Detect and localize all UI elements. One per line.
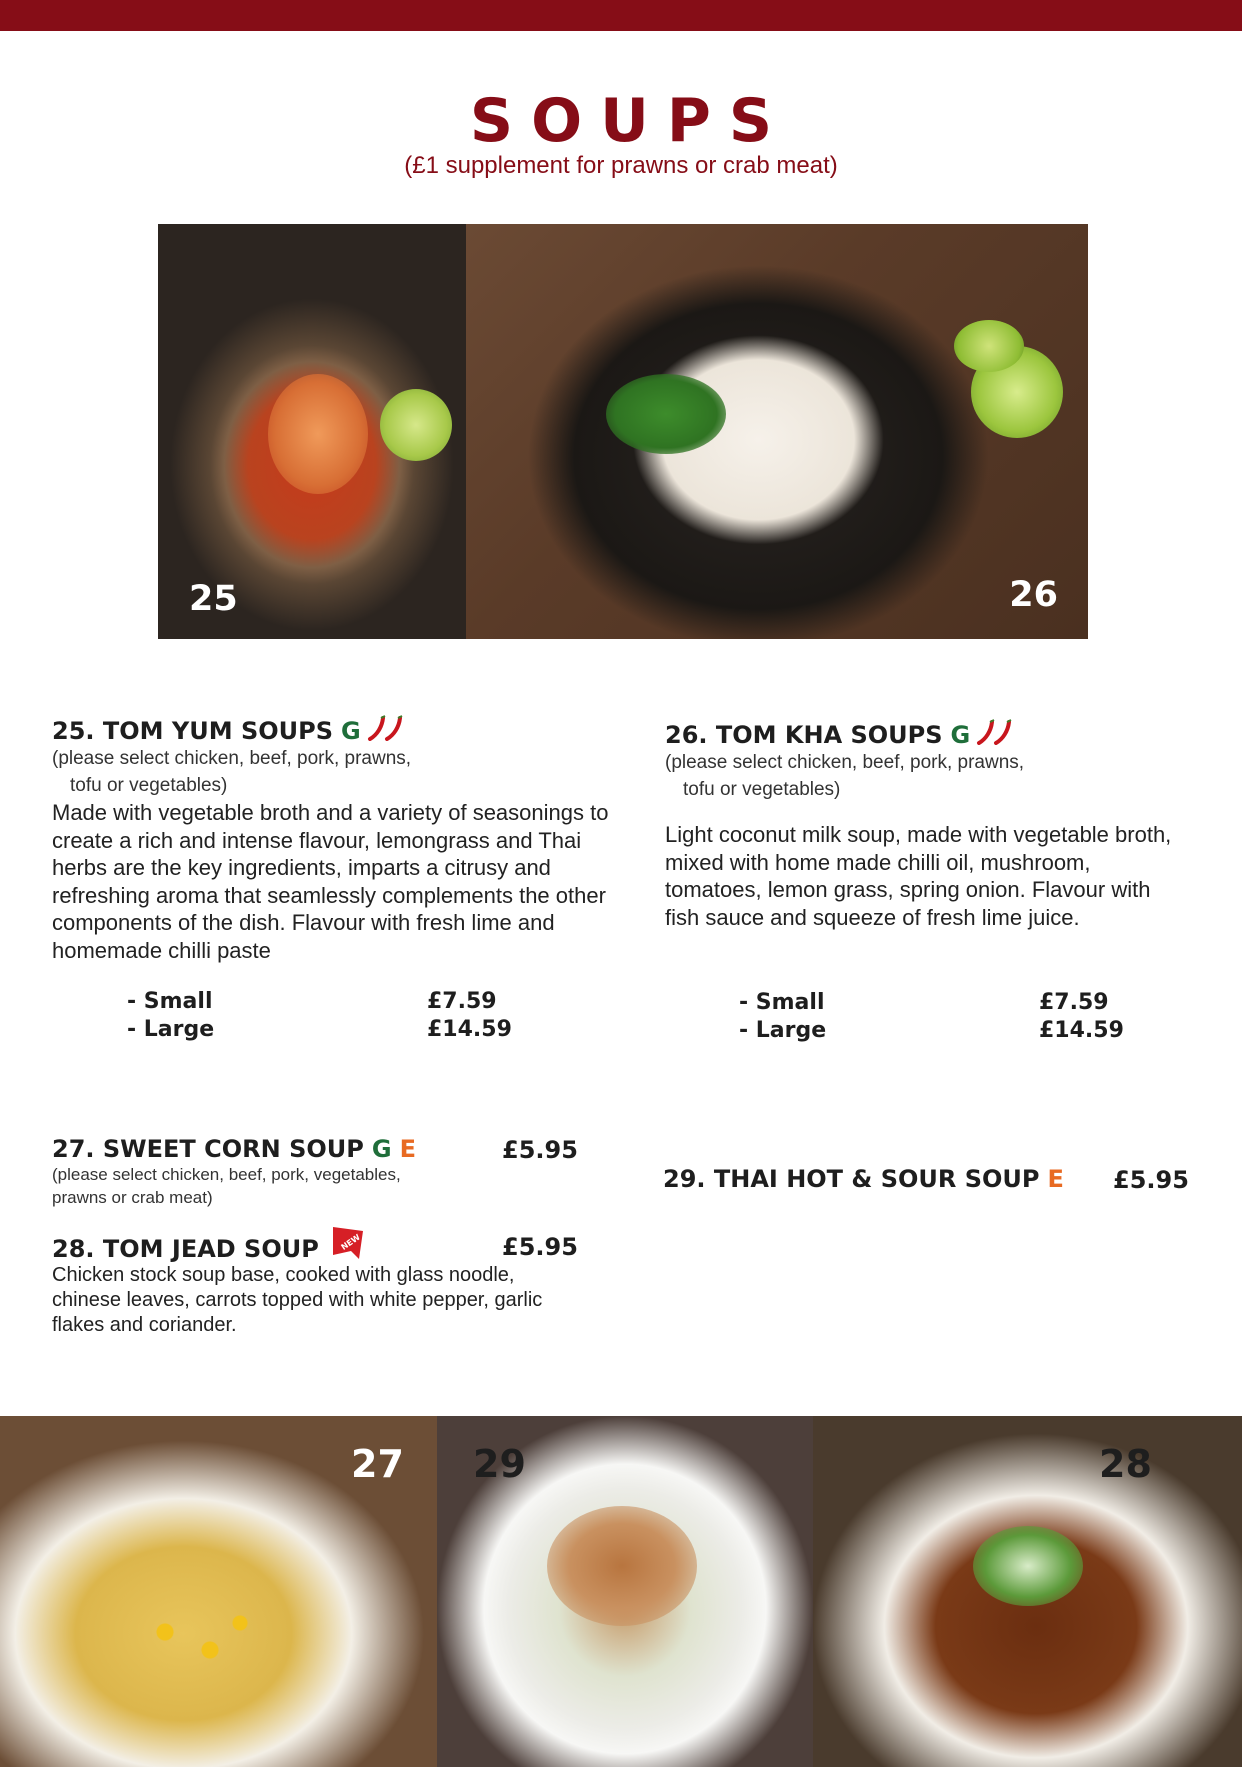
spring-onion: [973, 1526, 1083, 1606]
chili-icon: [976, 719, 1014, 745]
item-title: 28. TOM JEAD SOUP: [52, 1235, 319, 1263]
gluten-free-badge: G: [341, 717, 361, 745]
price-large: £14.59: [427, 1017, 512, 1042]
photo-number-label: 25: [189, 579, 238, 619]
item-price: £5.95: [502, 1136, 578, 1164]
top-banner-bar: [0, 0, 1242, 31]
gluten-free-badge: G: [950, 721, 971, 749]
item-title: 27. SWEET CORN SOUP: [52, 1135, 364, 1163]
item-note: (please select chicken, beef, pork, prawns,: [665, 752, 1025, 773]
photo-number-label: 28: [1099, 1442, 1152, 1486]
photo-hot-sour-soup: [437, 1416, 813, 1767]
price-large: £14.59: [1039, 1018, 1124, 1043]
photo-tom-jead-soup: [813, 1416, 1242, 1767]
item-note: (please select chicken, beef, pork, prawns,: [52, 748, 412, 769]
item-description: Chicken stock soup base, cooked with glass noodle, chinese leaves, carrots topped with white pepper, garlic flakes and coriander.: [52, 1264, 543, 1336]
egg-badge: E: [399, 1135, 416, 1163]
photo-number-label: 27: [351, 1442, 404, 1486]
item-note: tofu or vegetables): [683, 779, 841, 800]
price-small: £7.59: [1039, 990, 1109, 1015]
menu-item-tom-kha: [665, 719, 1185, 931]
chili-icon: [367, 715, 405, 741]
menu-item-sweet-corn: [52, 1135, 572, 1209]
price-list-tom-yum: [127, 988, 512, 1044]
item-price: £5.95: [1113, 1166, 1189, 1194]
egg-badge: E: [1047, 1165, 1064, 1193]
page-subtitle: (£1 supplement for prawns or crab meat): [404, 152, 838, 179]
herb-garnish: [606, 374, 726, 454]
menu-item-tom-yum: [52, 715, 632, 965]
item-title: 29. THAI HOT & SOUR SOUP: [663, 1165, 1040, 1193]
size-large: - Large: [127, 1017, 215, 1042]
menu-item-hot-sour: [663, 1165, 1064, 1193]
item-description: Light coconut milk soup, made with vegetable broth, mixed with home made chilli oil, mushroom, tomatoes, lemon grass, spring onion. Flavour with fish sauce and squeeze of fresh lime juice.: [665, 822, 1172, 930]
price-small: £7.59: [427, 989, 497, 1014]
garlic-flakes: [547, 1506, 697, 1626]
gluten-free-badge: G: [371, 1135, 392, 1163]
svg-text:NEW: NEW: [339, 1232, 362, 1252]
lime-slice: [954, 320, 1024, 372]
item-note: (please select chicken, beef, pork, vegetables,: [52, 1165, 401, 1184]
photo-tom-kha-soup: [466, 224, 1088, 639]
lime-slice: [380, 389, 452, 461]
corn-kernels: [120, 1596, 270, 1686]
photo-number-label: 29: [473, 1442, 526, 1486]
item-description: Made with vegetable broth and a variety of seasonings to create a rich and intense flavour, lemongrass and Thai herbs are the key ingredients, imparts a citrusy and refreshing aroma that seamlessly complements the other components of the dish. Flavour with fresh lime and homemade chilli paste: [52, 800, 609, 963]
new-flag-icon: [331, 1225, 365, 1261]
item-note: tofu or vegetables): [70, 775, 228, 796]
size-small: - Small: [739, 990, 825, 1015]
item-note: prawns or crab meat): [52, 1188, 213, 1207]
item-title: 25. TOM YUM SOUPS: [52, 717, 334, 745]
photo-number-label: 26: [1009, 575, 1058, 615]
item-price: £5.95: [502, 1233, 578, 1261]
photo-sweet-corn-soup: [0, 1416, 437, 1767]
item-title: 26. TOM KHA SOUPS: [665, 721, 943, 749]
size-small: - Small: [127, 989, 213, 1014]
price-list-tom-kha: [739, 989, 1124, 1045]
menu-item-tom-jead: [52, 1225, 572, 1338]
photo-tom-yum-soup: [158, 224, 466, 639]
prawn: [268, 374, 368, 494]
page-title: SOUPS: [469, 86, 791, 156]
size-large: - Large: [739, 1018, 827, 1043]
